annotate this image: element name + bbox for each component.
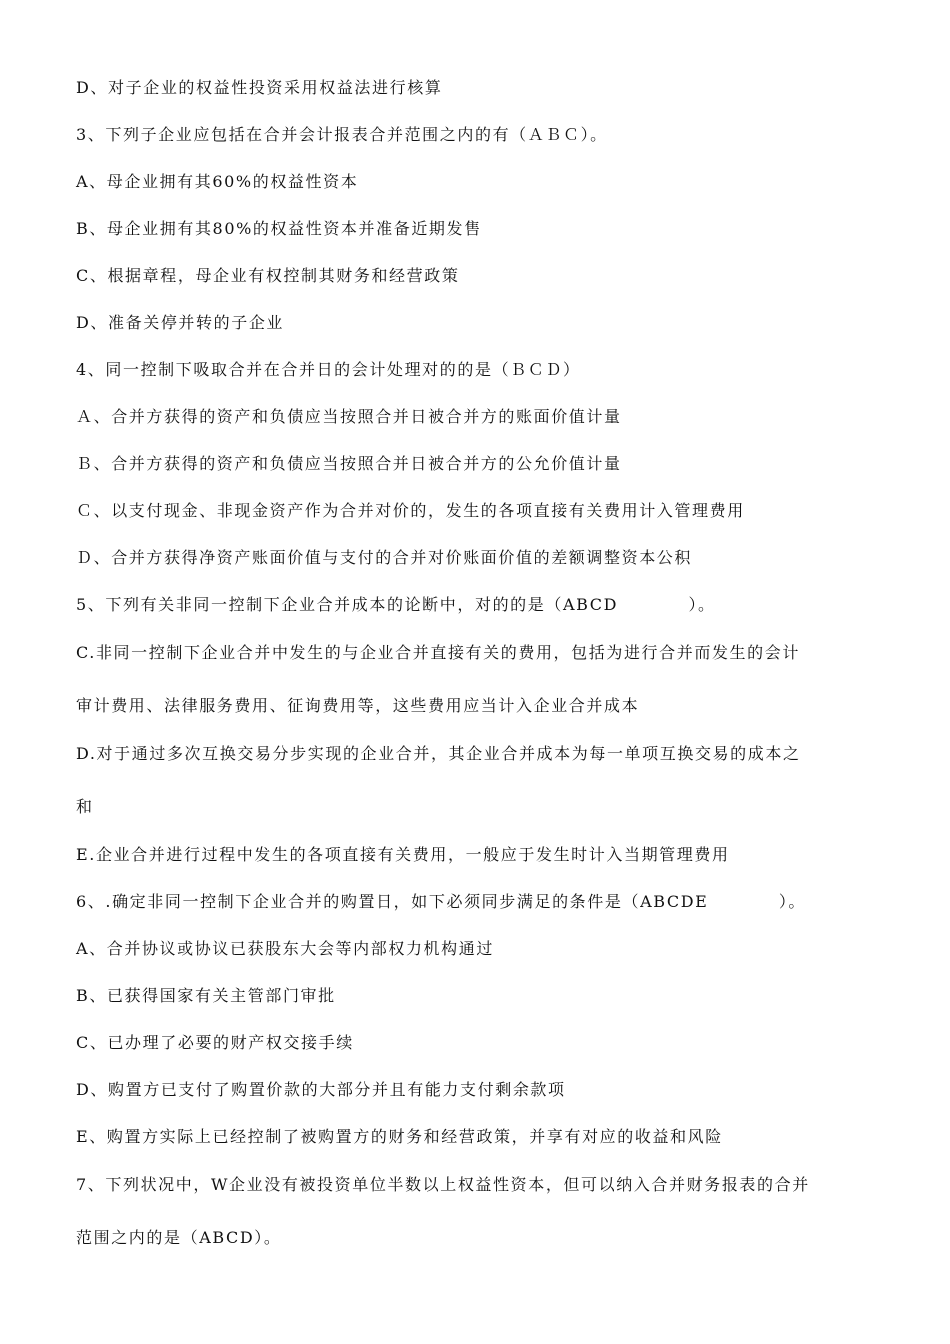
option-line: B、已获得国家有关主管部门审批 [76,986,336,1005]
option-line: Ｃ、以支付现金、非现金资产作为合并对价的，发生的各项直接有关费用计入管理费用 [76,501,745,520]
option-line: E、购置方实际上已经控制了被购置方的财务和经营政策，并享有对应的收益和风险 [76,1127,723,1146]
question-3: 3、下列子企业应包括在合并会计报表合并范围之内的有（ＡＢＣ）。 [76,125,608,144]
question-7: 7、下列状况中，W企业没有被投资单位半数以上权益性资本，但可以纳入合并财务报表的合并 [76,1175,810,1194]
option-line: C.非同一控制下企业合并中发生的与企业合并直接有关的费用，包括为进行合并而发生的会计 [76,643,800,662]
option-line: D.对于通过多次互换交易分步实现的企业合并，其企业合并成本为每一单项互换交易的成本之 [76,744,801,763]
question-4: 4、同一控制下吸取合并在合并日的会计处理对的的是（ＢＣＤ） [76,360,581,379]
option-line: Ｄ、合并方获得净资产账面价值与支付的合并对价账面价值的差额调整资本公积 [76,548,693,567]
option-line: Ｂ、合并方获得的资产和负债应当按照合并日被合并方的公允价值计量 [76,454,622,473]
question-6: 6、.确定非同一控制下企业合并的购置日，如下必须同步满足的条件是（ABCDE ）。 [76,892,807,911]
question-7-continued: 范围之内的是（ABCD）。 [76,1228,282,1247]
option-line: C、根据章程，母企业有权控制其财务和经营政策 [76,266,460,285]
option-line-continued: 审计费用、法律服务费用、征询费用等，这些费用应当计入企业合并成本 [76,696,640,715]
option-line-continued: 和 [76,797,94,816]
option-line: B、母企业拥有其80%的权益性资本并准备近期发售 [76,219,482,238]
text-line: D、对子企业的权益性投资采用权益法进行核算 [76,78,443,97]
option-line: A、母企业拥有其60%的权益性资本 [76,172,359,191]
option-line: C、已办理了必要的财产权交接手续 [76,1033,354,1052]
question-5: 5、下列有关非同一控制下企业合并成本的论断中，对的的是（ABCD ）。 [76,595,716,614]
option-line: D、购置方已支付了购置价款的大部分并且有能力支付剩余款项 [76,1080,566,1099]
option-line: E.企业合并进行过程中发生的各项直接有关费用，一般应于发生时计入当期管理费用 [76,845,730,864]
option-line: Ａ、合并方获得的资产和负债应当按照合并日被合并方的账面价值计量 [76,407,622,426]
option-line: D、准备关停并转的子企业 [76,313,285,332]
option-line: A、合并协议或协议已获股东大会等内部权力机构通过 [76,939,494,958]
